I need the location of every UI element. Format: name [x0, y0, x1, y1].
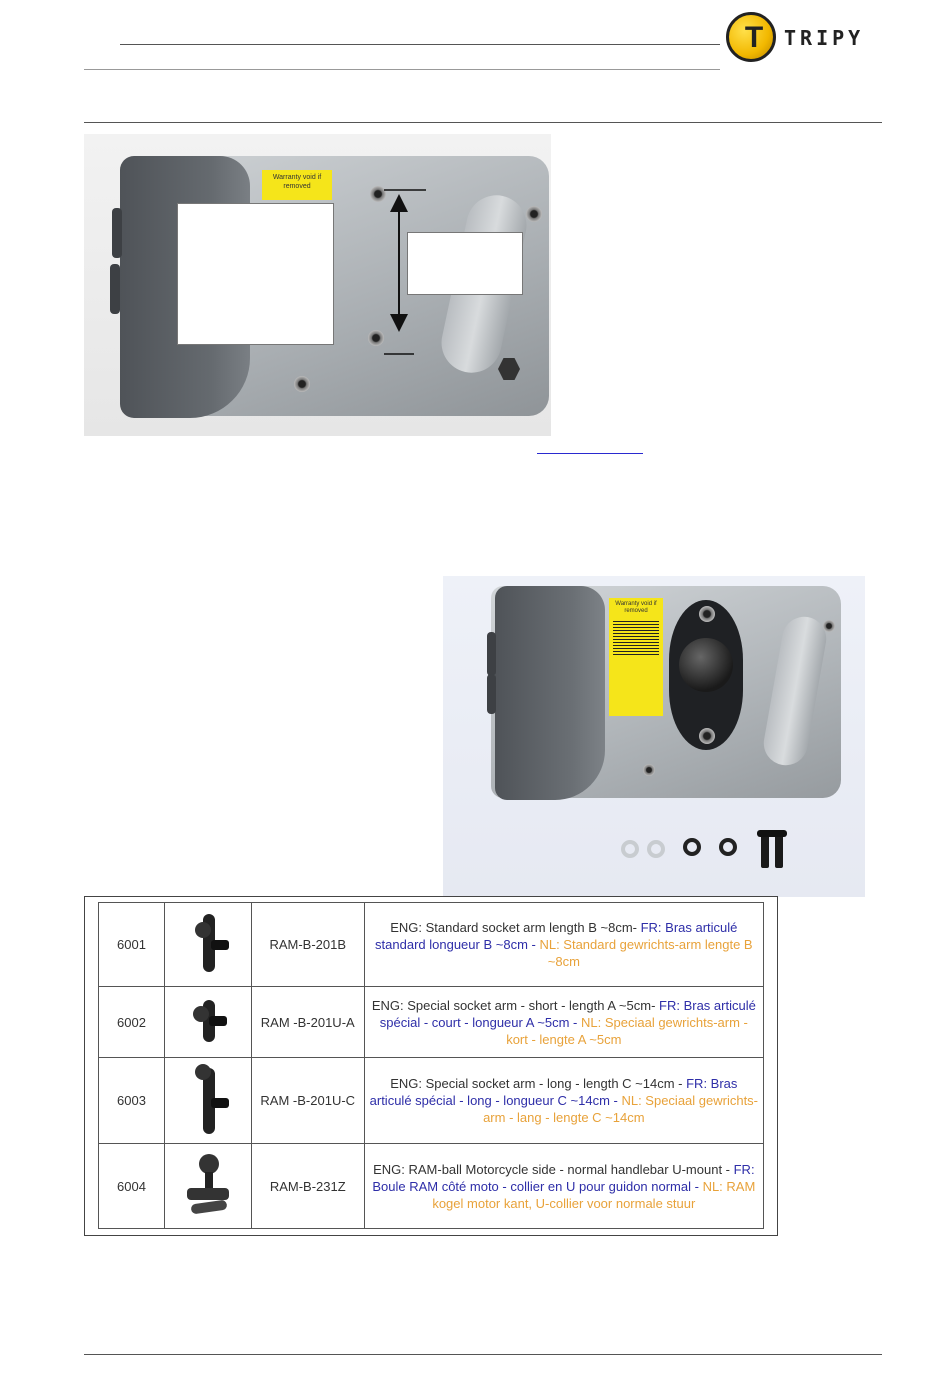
- part-code: 6003: [99, 1058, 165, 1144]
- short-socket-arm-icon: [185, 996, 231, 1046]
- desc-nl: NL: RAM kogel motor kant, U-collier voor normale stuur: [432, 1178, 756, 1211]
- dimension-arrow: [84, 134, 551, 436]
- tripy-logo: [724, 10, 892, 66]
- device-grip: [495, 586, 605, 800]
- warranty-sticker: [609, 598, 663, 716]
- part-reference: RAM -B-201U-C: [251, 1058, 364, 1144]
- washer-icon: [621, 840, 639, 858]
- bolt-heads-icon: [757, 830, 787, 837]
- washer-icon: [719, 838, 737, 856]
- arrowhead-down-icon: [390, 314, 408, 332]
- desc-eng: ENG: Special socket arm - short - length A ~5cm-: [371, 997, 660, 1013]
- part-reference: RAM -B-201U-A: [251, 987, 364, 1058]
- desc-fr: FR: Bras articulé spécial - long - longueur C ~14cm -: [369, 1076, 738, 1108]
- part-image: [164, 903, 251, 987]
- desc-nl: NL: Standard gewrichts-arm lengte B ~8cm: [539, 937, 753, 969]
- desc-fr: FR: Bras articulé standard longueur B ~8cm -: [375, 920, 738, 952]
- table-row: [99, 987, 764, 1058]
- screw-icon: [823, 620, 835, 632]
- screw-icon: [699, 728, 715, 744]
- warranty-sticker: Warranty void if removed: [262, 170, 332, 200]
- part-image: [164, 1058, 251, 1144]
- footer-rule: [84, 1354, 882, 1355]
- table-row: [99, 903, 764, 987]
- parts-table: [98, 902, 764, 1229]
- table-row: [99, 1144, 764, 1229]
- side-button: [487, 632, 496, 676]
- part-description: [364, 1058, 763, 1144]
- part-reference: RAM-B-231Z: [251, 1144, 364, 1229]
- table-row: [99, 1058, 764, 1144]
- logo-wordmark: TRIPY: [784, 26, 865, 50]
- desc-eng: ENG: Special socket arm - long - length C ~14cm -: [390, 1076, 687, 1091]
- part-code: 6004: [99, 1144, 165, 1229]
- part-image: [164, 1144, 251, 1229]
- desc-nl: NL: Speciaal gewrichts-arm - kort - lengte A ~5cm: [506, 1014, 748, 1047]
- warranty-sticker-text: Warranty void if removed: [615, 601, 657, 614]
- barcode-icon: [613, 621, 659, 655]
- desc-fr: FR: Bras articulé spécial - court - longueur A ~5cm -: [379, 997, 756, 1030]
- ram-ball-icon: [679, 638, 733, 692]
- side-button: [487, 674, 496, 714]
- logo-mark: T: [744, 21, 764, 54]
- washer-icon: [683, 838, 701, 856]
- screw-icon: [643, 764, 655, 776]
- bolt-icon: [775, 834, 783, 868]
- part-code: 6001: [99, 903, 165, 987]
- desc-eng: ENG: Standard socket arm length B ~8cm-: [390, 920, 641, 935]
- part-description: [364, 1144, 763, 1229]
- part-code: 6002: [99, 987, 165, 1058]
- socket-arm-icon: [185, 910, 231, 976]
- long-socket-arm-icon: [185, 1064, 231, 1134]
- desc-fr: FR: Boule RAM côté moto - collier en U pour guidon normal -: [372, 1161, 755, 1194]
- arrowhead-up-icon: [390, 194, 408, 212]
- device-back-photo: [84, 134, 551, 436]
- part-description: [364, 903, 763, 987]
- header-rule-top: [120, 44, 720, 45]
- washer-icon: [647, 840, 665, 858]
- hyperlink-underline[interactable]: [537, 453, 643, 454]
- header-rule-middle: [84, 69, 720, 70]
- desc-eng: ENG: RAM-ball Motorcycle side - normal handlebar U-mount -: [373, 1161, 734, 1177]
- part-description: [364, 987, 763, 1058]
- bolt-icon: [761, 834, 769, 868]
- tripy-logo-icon: [726, 12, 776, 62]
- part-reference: RAM-B-201B: [251, 903, 364, 987]
- ram-ball-handlebar-icon: [185, 1152, 231, 1218]
- device-with-mount-photo: [443, 576, 865, 897]
- header-rule-bottom: [84, 122, 882, 123]
- desc-nl: NL: Speciaal gewrichts-arm - lang - lengte C ~14cm: [483, 1093, 759, 1125]
- screw-icon: [699, 606, 715, 622]
- part-image: [164, 987, 251, 1058]
